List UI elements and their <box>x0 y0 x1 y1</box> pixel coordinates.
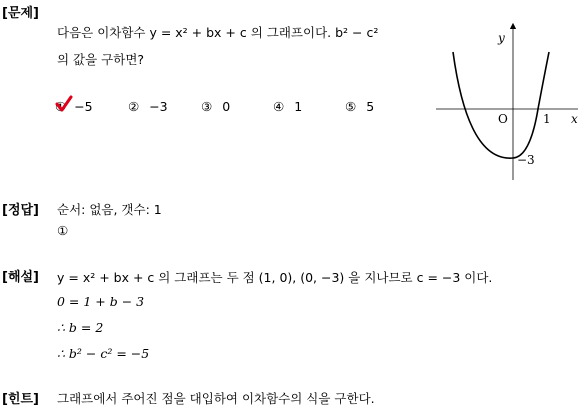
problem-text-line2: 의 값을 구하면? <box>57 52 145 67</box>
choice-1[interactable] <box>55 99 93 114</box>
answer-tag: [정답] <box>2 203 39 218</box>
choice-value: 5 <box>366 99 375 114</box>
choice-value: 1 <box>294 99 303 114</box>
choice-number: ④ <box>273 99 285 114</box>
x-axis-label: x <box>571 112 578 126</box>
y-tick-label: −3 <box>517 153 535 167</box>
x-tick-label: 1 <box>543 112 551 126</box>
problem-tag: [문제] <box>2 6 39 21</box>
parabola-curve <box>453 52 549 158</box>
choice-value: −5 <box>74 99 93 114</box>
solution-line3: ∴ b = 2 <box>57 320 104 335</box>
choice-value: 0 <box>222 99 231 114</box>
solution-line4: ∴ b² − c² = −5 <box>57 346 150 361</box>
hint-text: 그래프에서 주어진 점을 대입하여 이차함수의 식을 구한다. <box>57 391 375 406</box>
solution-line2: 0 = 1 + b − 3 <box>57 294 145 309</box>
origin-label: O <box>498 112 508 126</box>
parabola-graph <box>430 22 582 182</box>
y-axis-label: y <box>498 31 505 45</box>
choice-5[interactable] <box>345 99 374 114</box>
choice-number: ③ <box>201 99 213 114</box>
hint-tag: [힌트] <box>2 392 39 407</box>
choice-number: ① <box>55 99 67 114</box>
choice-2[interactable] <box>128 99 168 114</box>
solution-tag: [해설] <box>2 270 39 285</box>
choice-3[interactable] <box>201 99 230 114</box>
choice-4[interactable] <box>273 99 302 114</box>
problem-text-line1: 다음은 이차함수 y = x² + bx + c 의 그래프이다. b² − c² <box>57 25 379 40</box>
answer-value: ① <box>57 223 69 238</box>
choice-number: ② <box>128 99 140 114</box>
choice-number: ⑤ <box>345 99 357 114</box>
solution-line1: y = x² + bx + c 의 그래프는 두 점 (1, 0), (0, −3) 을 지나므로 c = −3 이다. <box>57 270 493 285</box>
checkmark-icon <box>55 95 73 113</box>
choice-value: −3 <box>149 99 168 114</box>
answer-meta: 순서: 없음, 갯수: 1 <box>57 202 162 217</box>
